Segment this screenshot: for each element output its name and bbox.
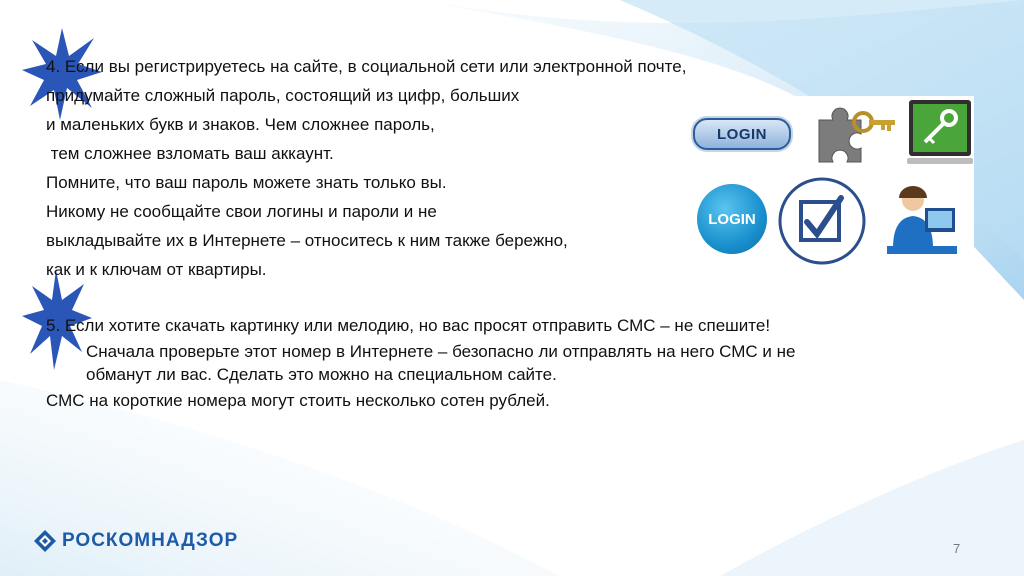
text-line: Сначала проверьте этот номер в Интернете – безопасно ли отправлять на него СМС и не <box>86 342 796 361</box>
login-button-image: LOGIN <box>693 118 791 150</box>
text-line: Помните, что ваш пароль можете знать только вы. <box>46 173 447 192</box>
roskomnadzor-logo <box>34 530 238 552</box>
checkbox-icon <box>777 176 867 266</box>
security-images-collage <box>683 96 974 268</box>
user-computer-icon <box>875 178 965 264</box>
text-line: СМС на короткие номера могут стоить несколько сотен рублей. <box>46 391 550 410</box>
section-4-text <box>46 52 686 284</box>
text-line: тем сложнее взломать ваш аккаунт. <box>46 144 334 163</box>
puzzle-key-icon <box>805 98 901 170</box>
logo-text: РОСКОМНАДЗОР <box>62 530 239 551</box>
text-line: 5. Если хотите скачать картинку или мелодию, но вас просят отправить СМС – не спешите! <box>46 316 771 335</box>
text-line: придумайте сложный пароль, состоящий из цифр, больших <box>46 86 520 105</box>
text-line: 4. Если вы регистрируетесь на сайте, в социальной сети или электронной почте, <box>46 57 687 76</box>
green-key-monitor-icon <box>907 98 973 166</box>
text-line: обманут ли вас. Сделать это можно на специальном сайте. <box>86 365 557 384</box>
text-line: Никому не сообщайте свои логины и пароли и не <box>46 202 437 221</box>
diamond-logo-icon <box>34 530 56 552</box>
text-line: как и к ключам от квартиры. <box>46 260 267 279</box>
page-number: 7 <box>953 541 961 556</box>
section-5-text <box>46 311 795 415</box>
login-circle-image: LOGIN <box>697 184 767 254</box>
text-line: и маленьких букв и знаков. Чем сложнее пароль, <box>46 115 435 134</box>
text-line: выкладывайте их в Интернете – относитесь к ним также бережно, <box>46 231 568 250</box>
